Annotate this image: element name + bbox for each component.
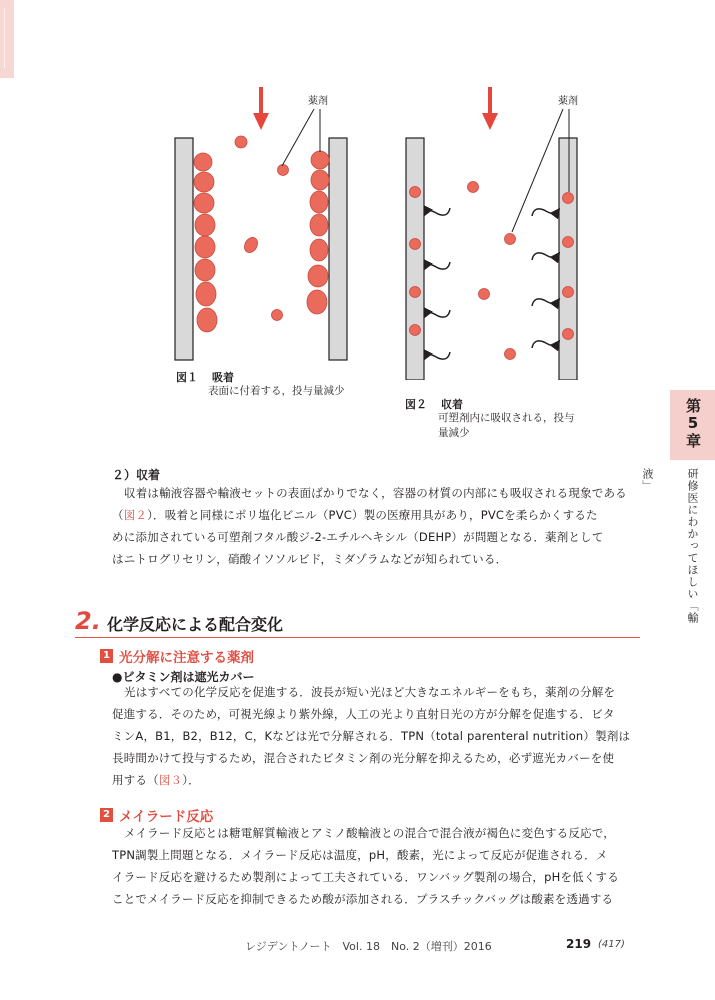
photolysis-heading [100, 646, 400, 666]
sorption-line-1: 収着は輸液容器や輸液セットの表面ばかりでなく，容器の材質の内部にも吸収される現象である [124, 486, 627, 500]
chapter-side-tab [641, 390, 715, 630]
maillard-line-3: イラード反応を避けるため製剤によって工夫されている．ワンバッグ製剤の場合，pHを低くする [112, 870, 619, 884]
chapter-label: 第5章 [684, 398, 702, 449]
maillard-paragraph [112, 822, 642, 910]
fig2-flow-arrow-icon [482, 87, 498, 130]
sorption-line-2a: （ [112, 508, 124, 522]
fig2-title: 収着 [441, 398, 463, 411]
fig2-curl-arrows-left-icon [426, 208, 450, 359]
maillard-title: メイラード反応 [119, 809, 214, 825]
maillard-badge: 2 [100, 808, 113, 822]
fig2-drug-label: 薬剤 [558, 96, 578, 107]
photolysis-line-5a: 用する（ [112, 773, 159, 787]
vitamin-bullet-heading: ●ビタミン剤は遮光カバー [112, 670, 255, 684]
photolysis-line-5 [112, 769, 642, 791]
fig1-flow-arrow-icon [253, 87, 269, 130]
chapter-running-title: 研修医にわかってほしい「輸液」 [641, 468, 699, 624]
fig1-adsorbed-left [194, 153, 217, 332]
photolysis-line-3: ミンA，B1，B2，B12，C，Kなどは光で分解される．TPN（total parenteral nutrition）製剤は [112, 729, 631, 743]
fig1-number: 図１ [176, 371, 198, 384]
section-2-number: 2. [75, 607, 101, 635]
maillard-line-4: ことでメイラード反応を抑制できるため酸が添加される．プラスチックバッグは酸素を透過する [112, 892, 614, 906]
figure-2-diagram [406, 87, 578, 380]
fig2-free-particles [468, 182, 516, 360]
photolysis-line-2: 促進する．そのため，可視光線より紫外線，人工の光より直射日光の方が分解を促進する．ビタ [112, 707, 615, 721]
sorption-line-4: はニトログリセリン，硝酸イソソルビド，ミダゾラムなどが知られている． [112, 552, 508, 566]
photolysis-title: 光分解に注意する薬剤 [119, 650, 254, 666]
sorption-line-3: めに添加されている可塑剤フタル酸ジ-2-エチルヘキシル（DEHP）が問題となる．薬剤として [112, 530, 604, 544]
fig2-curl-arrows-right-icon [532, 209, 557, 348]
fig2-reference-link[interactable]: 図２ [123, 508, 148, 522]
corner-decoration [0, 0, 14, 78]
sorption-heading: ２）収着 [112, 468, 161, 482]
figure-1-diagram [175, 87, 347, 360]
fig2-caption-description-2: 量減少 [438, 427, 470, 439]
page-number-sub: (417) [598, 939, 625, 950]
fig1-right-wall [329, 138, 347, 360]
fig1-drug-label: 薬剤 [308, 96, 328, 107]
fig3-reference-link[interactable]: 図３ [158, 773, 183, 787]
sorption-line-2b: ）．吸着と同様にポリ塩化ビニル（PVC）製の医療用具があり，PVCを柔らかくするた [147, 508, 598, 522]
maillard-line-2: TPN調製上問題となる．メイラード反応は温度，pH，酸素，光によって反応が促進される．メ [112, 848, 608, 862]
photolysis-line-4: 長時間かけて投与するため，混合されたビタミン剤の光分解を抑えるため，必ず遮光カバーを使 [112, 751, 615, 765]
fig2-right-wall [559, 138, 577, 380]
photolysis-paragraph [112, 681, 642, 791]
page-number: 219 [566, 937, 592, 951]
fig2-caption-title [405, 396, 463, 412]
photolysis-line-1: 光はすべての化学反応を促進する．波長が短い光ほど大きなエネルギーをもち，薬剤の分解を [124, 685, 616, 699]
section-2-heading [75, 607, 640, 638]
sorption-paragraph [112, 482, 642, 570]
fig2-left-wall [406, 138, 424, 380]
photolysis-line-5b: ）． [182, 773, 200, 787]
fig1-adsorbed-right [307, 151, 329, 314]
fig1-title: 吸着 [212, 371, 234, 384]
corner-decoration-line [4, 8, 5, 68]
fig2-caption-description-1: 可塑剤内に吸収される，投与 [438, 412, 575, 424]
adsorption-sorption-figures [160, 80, 600, 380]
fig1-left-wall [175, 138, 193, 360]
journal-footer: レジデントノート Vol. 18 No. 2（増刊）2016 [245, 940, 492, 953]
fig1-label-leader-1 [282, 109, 314, 166]
photolysis-badge: 1 [100, 649, 113, 663]
fig1-free-particles [235, 136, 289, 321]
maillard-line-1: メイラード反応とは糖電解質輸液とアミノ酸輸液との混合で混合液が褐色に変色する反応で， [124, 826, 615, 840]
fig1-caption-description: 表面に付着する，投与量減少 [208, 385, 345, 397]
fig1-caption-title [176, 369, 234, 385]
fig2-number: 図２ [405, 398, 427, 411]
section-2-title: 化学反応による配合変化 [107, 615, 284, 634]
sorption-line-2 [112, 504, 642, 526]
